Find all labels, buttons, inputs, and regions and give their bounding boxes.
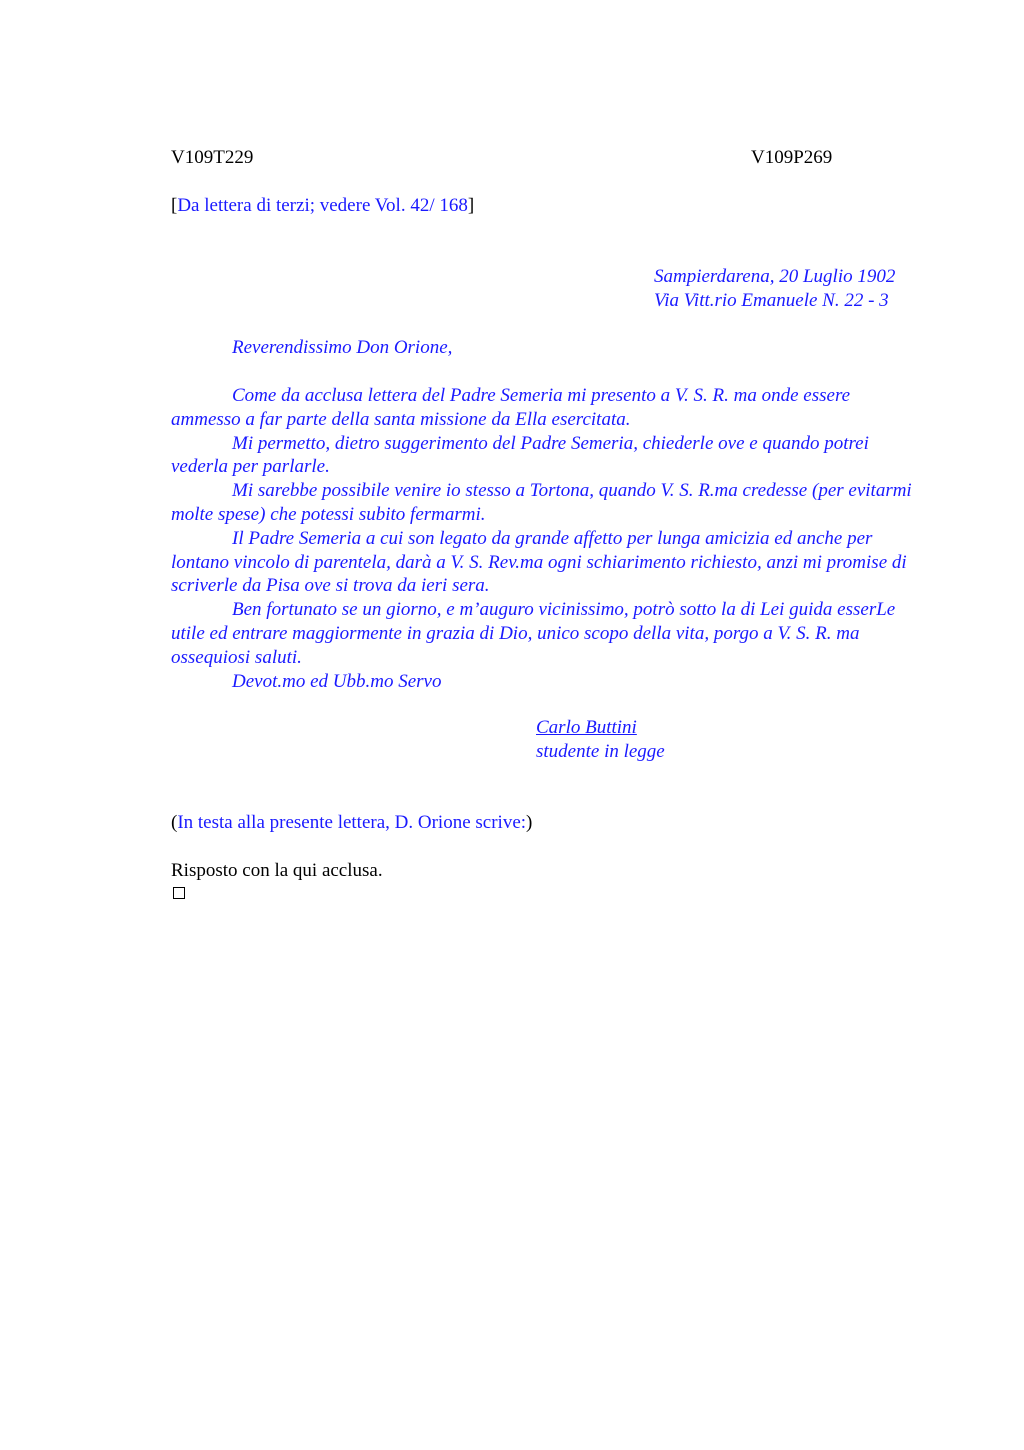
volume-code-left: V109T229 [171,147,254,168]
signature-title: studente in legge [536,741,665,762]
note-text: In testa alla presente lettera, D. Orione scrive: [177,812,527,833]
note-open-paren: ( [171,812,178,833]
reference-text: Da lettera di terzi; vedere Vol. 42/ 168 [177,195,468,216]
signature-block [536,716,665,764]
letter-paragraph: Ben fortunato se un giorno, e m’auguro vicinissimo, potrò sotto la di Lei guida esserLe utile ed entrare maggiormente in grazia di Dio, unico scopo della vita, porgo a V. S. R. ma ossequiosi saluti. [171,599,896,668]
letter-paragraph: Il Padre Semeria a cui son legato da grande affetto per lunga amicizia ed anche per lontano vincolo di parentela, darà a V. S. Rev.ma ogni schiarimento richiesto, anzi mi promise di scriverle da Pisa ove si trova da ieri sera. [171,527,907,597]
empty-square-icon [173,887,185,899]
letter-paragraph: Mi permetto, dietro suggerimento del Padre Semeria, chiederle ove e quando potrei vederla per parlarle. [171,432,869,478]
editorial-note [171,811,532,835]
reply-text: Risposto con la qui acclusa. [171,860,383,881]
place-date: Sampierdarena, 20 Luglio 1902 [654,266,896,287]
sender-address: Via Vitt.rio Emanuele N. 22 - 3 [654,290,889,311]
letter-paragraph: Come da acclusa lettera del Padre Semeria mi presento a V. S. R. ma onde essere ammesso a far parte della santa missione da Ella esercitata. [171,385,851,430]
reference-close-bracket: ] [467,195,475,216]
reference-note [171,194,474,218]
reference-open-bracket: [ [171,195,178,216]
salutation: Reverendissimo Don Orione, [232,337,453,358]
letter-closing: Devot.mo ed Ubb.mo Servo [232,670,442,692]
date-address-block [654,265,895,313]
volume-code-right: V109P269 [751,147,833,168]
signature-name: Carlo Buttini [536,717,637,738]
letter-body [171,384,921,693]
letter-paragraph: Mi sarebbe possibile venire io stesso a Tortona, quando V. S. R.ma credesse (per evitarmi molte spese) che potessi subito fermarmi. [171,480,912,525]
note-close-paren: ) [526,812,533,833]
